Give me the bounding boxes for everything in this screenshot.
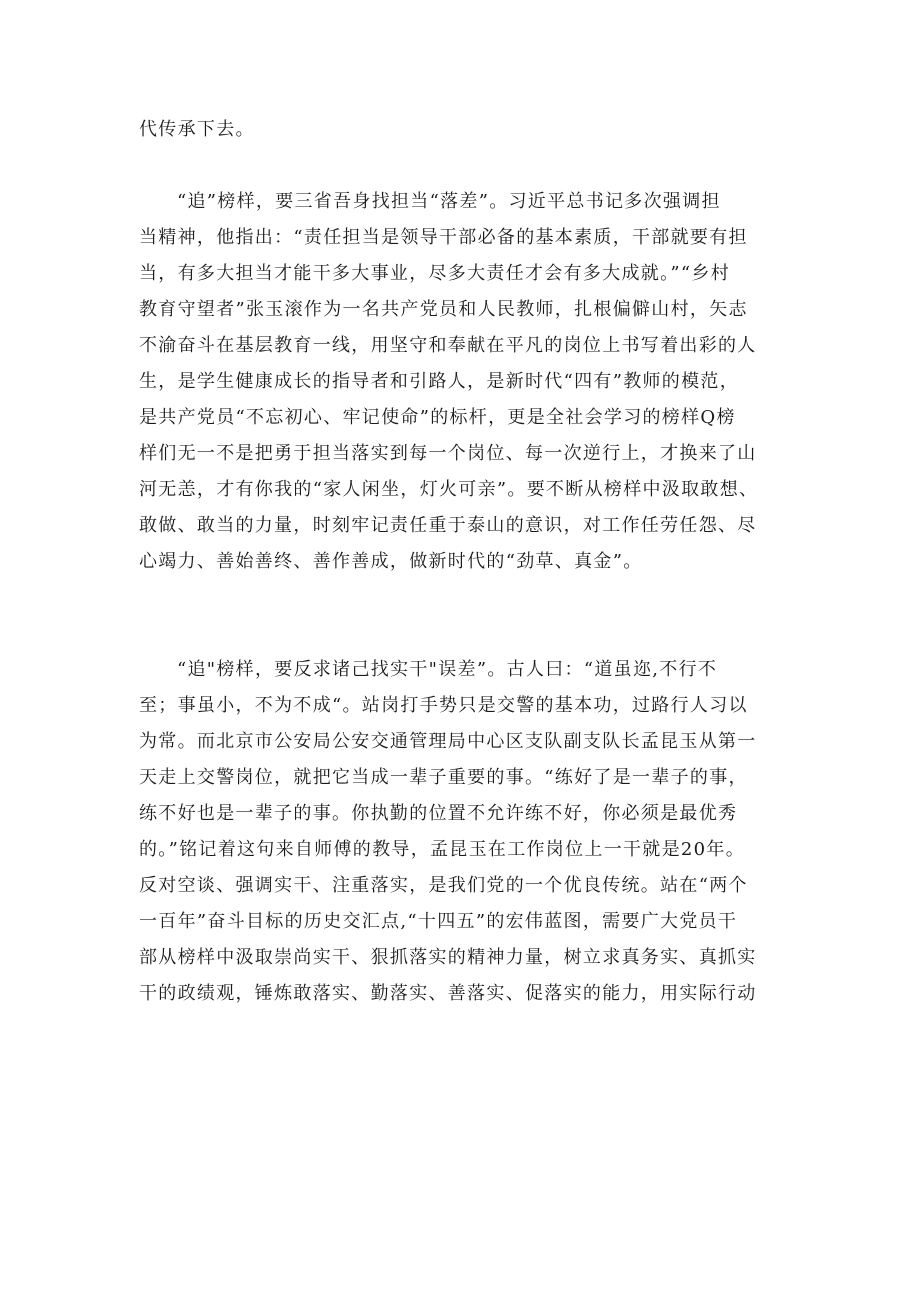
text-line: 的。”铭记着这句来自师傅的教导，孟昆玉在工作岗位上一干就是20年。	[139, 839, 746, 860]
text-line: 部从榜样中汲取崇尚实干、狠抓落实的精神力量，树立求真务实、真抓实	[139, 947, 757, 968]
paragraph-continuation	[139, 112, 781, 148]
text-line: 当，有多大担当才能干多大事业，尽多大责任才会有多大成就。”“乡村	[139, 263, 731, 284]
text-line: 样们无一不是把勇于担当落实到每一个岗位、每一次逆行上，才换来了山	[139, 443, 757, 464]
paragraph-hard-work	[139, 652, 781, 1012]
text-line: 练不好也是一辈子的事。你执勤的位置不允许练不好，你必须是最优秀	[139, 803, 738, 824]
text-line: 是共产党员“不忘初心、牢记使命”的标杆，更是全社会学习的榜样Q榜	[139, 407, 736, 428]
text-line: 敢做、敢当的力量，时刻牢记责任重于泰山的意识，对工作任劳任怨、尽	[139, 515, 757, 536]
text-line: 一百年”奋斗目标的历史交汇点,“十四五”的宏伟蓝图，需要广大党员干	[139, 911, 738, 932]
text-line: 当精神，他指出：“责任担当是领导干部必备的基本素质，干部就要有担	[139, 227, 748, 248]
text-line: 心竭力、善始善终、善作善成，做新时代的“劲草、真金”。	[139, 551, 643, 572]
text-line: 生，是学生健康成长的指导者和引路人，是新时代“四有”教师的模范，	[139, 371, 740, 392]
paragraph-responsibility	[139, 184, 781, 580]
text-line: 至；事虽小，不为不成“。站岗打手势只是交警的基本功，过路行人习以	[139, 695, 748, 716]
text-line: 教育守望者”张玉滚作为一名共产党员和人民教师，扎根偏僻山村，矢志	[139, 299, 748, 320]
text-line: 不渝奋斗在基层教育一线，用坚守和奉献在平凡的岗位上书写着出彩的人	[139, 335, 757, 356]
text-line: 天走上交警岗位，就把它当成一辈子重要的事。“练好了是一辈子的事，	[139, 767, 748, 788]
text-line: “追"榜样，要反求诸己找实干"误差”。古人曰：“道虽迩,不行不	[177, 659, 718, 680]
text-line: 河无恙，才有你我的“家人闲坐，灯火可亲”。要不断从榜样中汲取敢想、	[139, 479, 759, 500]
text-line: 代传承下去。	[139, 119, 255, 140]
text-line: 干的政绩观，锤炼敢落实、勤落实、善落实、促落实的能力，用实际行动	[139, 983, 757, 1004]
text-line: “追”榜样，要三省吾身找担当“落差”。习近平总书记多次强调担	[177, 191, 721, 212]
text-line: 反对空谈、强调实干、注重落实，是我们党的一个优良传统。站在“两个	[139, 875, 748, 896]
text-line: 为常。而北京市公安局公安交通管理局中心区支队副支队长孟昆玉从第一	[139, 731, 757, 752]
